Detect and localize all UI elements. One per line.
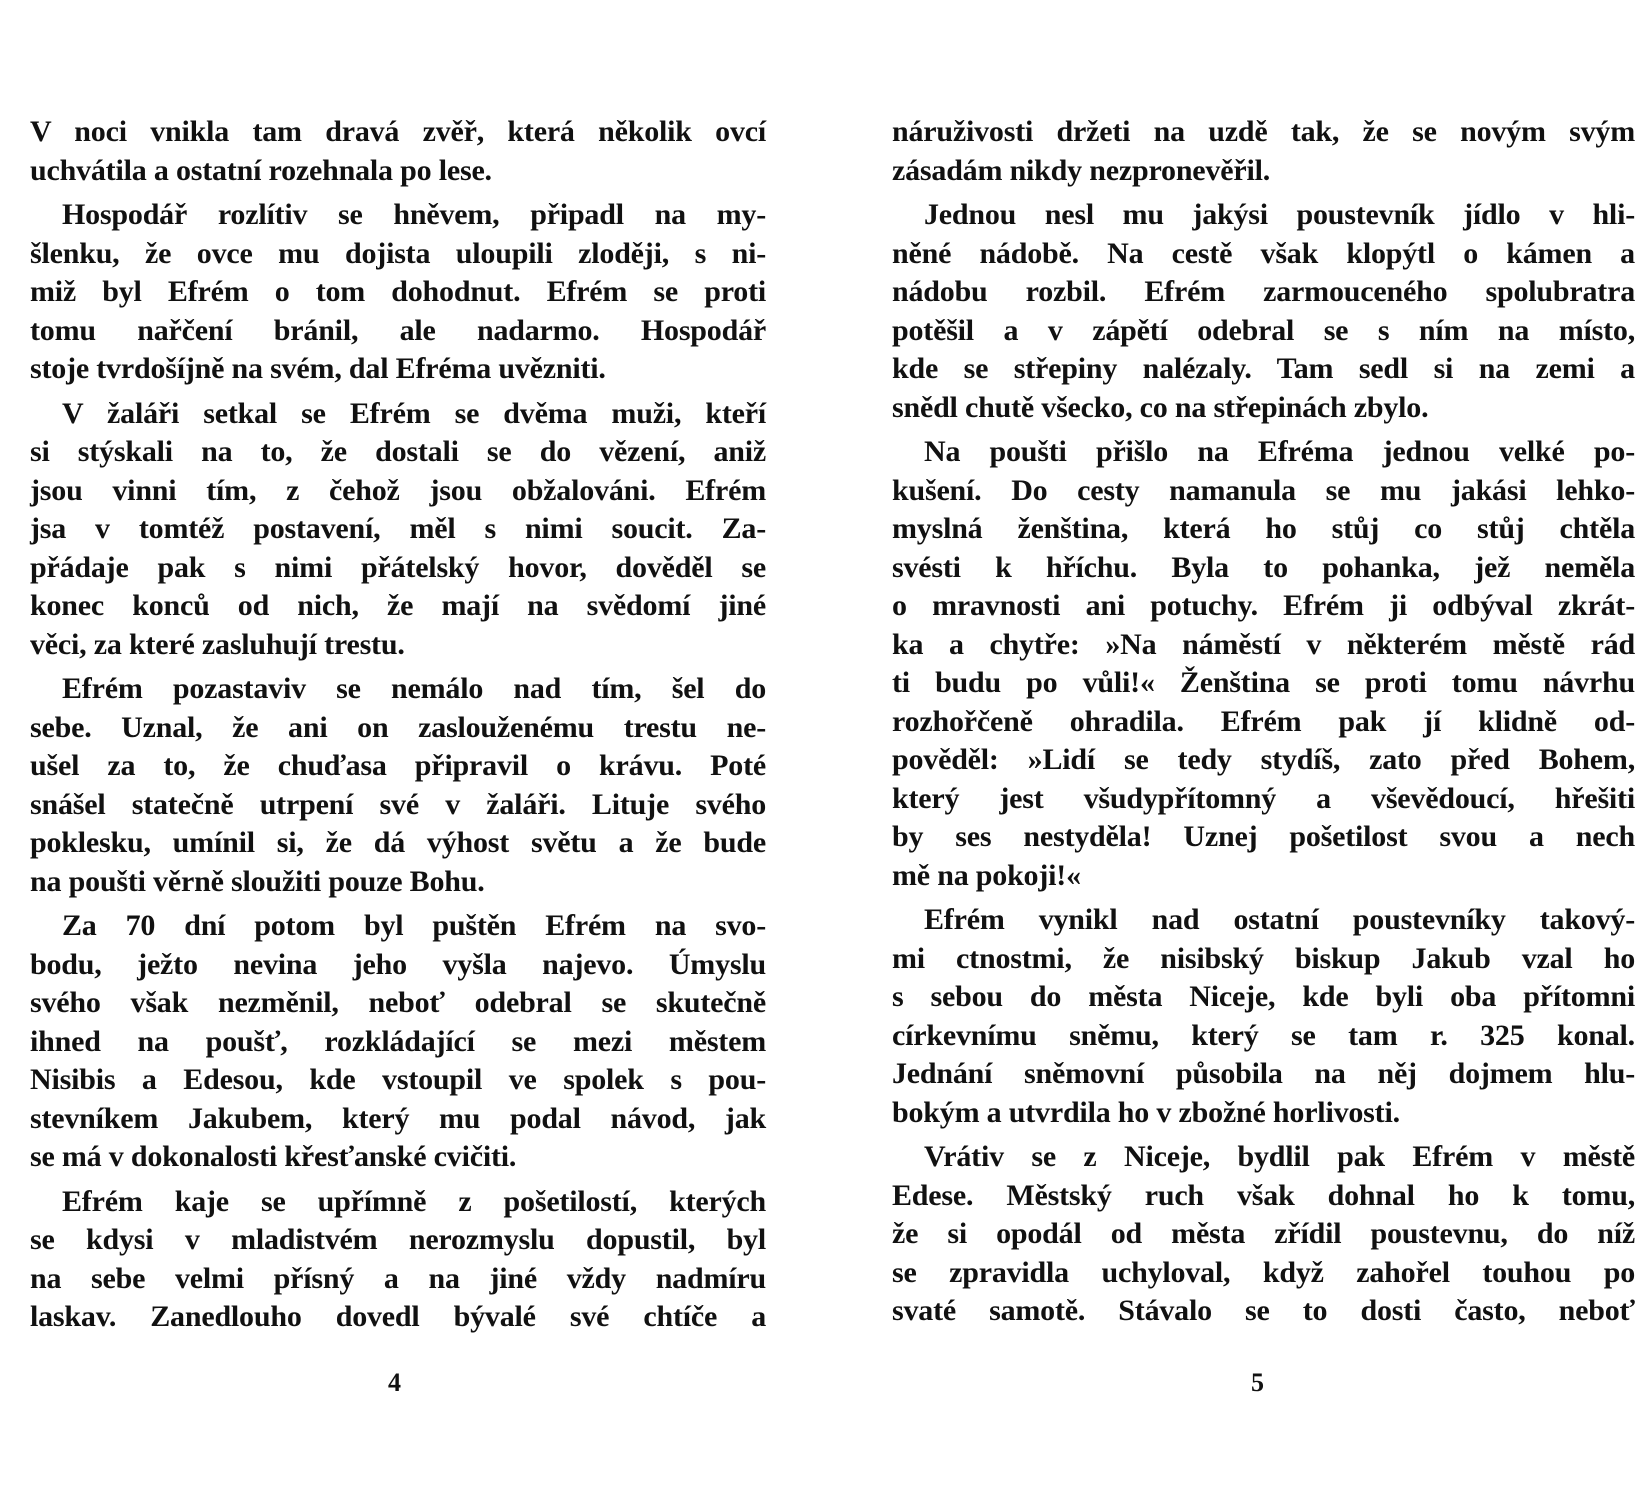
page-number-right: 5 — [1251, 1368, 1264, 1397]
text-line: V noci vnikla tam dravá zvěř, která několik ovcí — [30, 115, 766, 148]
text-line: že si opodál od města zřídil poustevnu, do níž — [892, 1217, 1635, 1250]
text-line: se zpravidla uchyloval, když zahořel touhou po — [892, 1255, 1635, 1289]
text-line: pověděl: »Lidí se tedy stydíš, zato před Bohem, — [892, 743, 1635, 776]
text-line: který jest všudypřítomný a vševědoucí, hřešiti — [892, 781, 1635, 815]
text-line: stevníkem Jakubem, který mu podal návod, jak — [30, 1101, 766, 1135]
paragraph — [30, 113, 766, 190]
text-line: svého však nezměnil, neboť odebral se skutečně — [30, 986, 766, 1019]
text-line: ušel za to, že chuďasa připravil o krávu. Poté — [30, 749, 766, 782]
paragraph — [892, 901, 1635, 1132]
text-line: o mravnosti ani potuchy. Efrém ji odbýval zkrát- — [892, 589, 1635, 622]
text-line: bokým a utvrdila ho v zbožné horlivosti. — [892, 1095, 1400, 1129]
text-line: Za 70 dní potom byl puštěn Efrém na svo- — [62, 909, 766, 942]
text-line: sebe. Uznal, že ani on zaslouženému trestu ne- — [30, 710, 766, 744]
text-line: tomu nařčení bránil, ale nadarmo. Hospodář — [30, 313, 766, 347]
paragraph — [30, 1183, 766, 1337]
text-line: náruživosti držeti na uzdě tak, že se novým svým — [892, 115, 1635, 148]
text-line: ka a chytře: »Na náměstí v některém městě rád — [892, 627, 1635, 661]
text-line: se kdysi v mladistvém nerozmyslu dopustil, byl — [30, 1223, 766, 1256]
text-line: Jednou nesl mu jakýsi poustevník jídlo v hli- — [924, 198, 1635, 231]
paragraph — [892, 433, 1635, 895]
page-number-left: 4 — [388, 1368, 401, 1397]
text-line: s sebou do města Niceje, kde byli oba přítomni — [892, 980, 1635, 1013]
text-line: Efrém kaje se upřímně z pošetilostí, kterých — [62, 1184, 766, 1218]
text-line: na poušti věrně sloužiti pouze Bohu. — [30, 864, 485, 898]
text-line: Vrátiv se z Niceje, bydlil pak Efrém v městě — [924, 1140, 1635, 1173]
text-line: stoje tvrdošíjně na svém, dal Efréma uvězniti. — [30, 352, 606, 385]
text-line: mi ctnostmi, že nisibský biskup Jakub vzal ho — [892, 941, 1635, 975]
text-line: by ses nestyděla! Uznej pošetilost svou a nech — [892, 820, 1635, 853]
text-line: snášel statečně utrpení své v žaláři. Lituje svého — [30, 787, 766, 821]
paragraph — [30, 196, 766, 389]
text-line: rozhořčeně ohradila. Efrém pak jí klidně od- — [892, 704, 1635, 738]
text-line: Edese. Městský ruch však dohnal ho k tomu, — [892, 1178, 1635, 1212]
text-line: jsa v tomtéž postavení, měl s nimi soucit. Za- — [30, 512, 766, 545]
text-line: kde se střepiny nalézaly. Tam sedl si na zemi a — [892, 352, 1635, 385]
text-line: se má v dokonalosti křesťanské cvičiti. — [30, 1140, 517, 1173]
text-line: laskav. Zanedlouho dovedl bývalé své chtíče a — [30, 1300, 766, 1333]
text-line: Efrém pozastaviv se nemálo nad tím, šel do — [62, 672, 766, 705]
text-line: přádaje pak s nimi přátelský hovor, dověděl se — [30, 550, 766, 584]
text-line: církevnímu sněmu, který se tam r. 325 konal. — [892, 1018, 1635, 1052]
text-line: konec konců od nich, že mají na svědomí jiné — [30, 589, 766, 622]
text-line: šlenku, že ovce mu dojista uloupili zloději, s ni- — [30, 236, 766, 270]
text-line: nádobu rozbil. Efrém zarmouceného spolubratra — [892, 275, 1635, 308]
text-line: snědl chutě všecko, co na střepinách zbylo. — [892, 390, 1429, 424]
text-line: ti budu po vůli!« Ženština se proti tomu návrhu — [892, 666, 1635, 699]
text-line: Efrém vynikl nad ostatní poustevníky takový- — [924, 903, 1635, 936]
text-line: ihned na poušť, rozkládající se mezi městem — [30, 1024, 766, 1058]
text-line: na sebe velmi přísný a na jiné vždy nadmíru — [30, 1261, 766, 1295]
left-page-text — [30, 113, 766, 1337]
text-line: zásadám nikdy nezpronevěřil. — [892, 153, 1271, 187]
text-line: bodu, ježto nevina jeho vyšla najevo. Úmyslu — [30, 947, 766, 981]
paragraph — [30, 670, 766, 901]
paragraph — [892, 1138, 1635, 1331]
text-line: něné nádobě. Na cestě však klopýtl o kámen a — [892, 236, 1635, 270]
text-line: miž byl Efrém o tom dohodnut. Efrém se proti — [30, 275, 766, 308]
text-line: jsou vinni tím, z čehož jsou obžalováni. Efrém — [30, 473, 766, 507]
text-line: kušení. Do cesty namanula se mu jakási lehko- — [892, 473, 1635, 507]
paragraph — [30, 395, 766, 665]
text-line: Hospodář rozlítiv se hněvem, připadl na my- — [62, 198, 766, 231]
text-line: si stýskali na to, že dostali se do vězení, aniž — [30, 435, 766, 468]
text-line: věci, za které zasluhují trestu. — [30, 627, 405, 661]
text-line: Jednání sněmovní působila na něj dojmem hlu- — [892, 1057, 1635, 1090]
text-line: V žaláři setkal se Efrém se dvěma muži, kteří — [62, 396, 766, 430]
text-line: svésti k hříchu. Byla to pohanka, jež neměla — [892, 550, 1635, 584]
text-line: potěšil a v zápětí odebral se s ním na místo, — [892, 313, 1635, 347]
text-line: mě na pokoji!« — [892, 858, 1081, 892]
text-line: poklesku, umínil si, že dá výhost světu a že bude — [30, 826, 766, 859]
text-line: Nisibis a Edesou, kde vstoupil ve spolek s pou- — [30, 1063, 766, 1096]
paragraph — [892, 113, 1635, 190]
paragraph — [892, 196, 1635, 427]
text-line: svaté samotě. Stávalo se to dosti často, neboť — [892, 1294, 1635, 1327]
right-page-text — [892, 113, 1635, 1331]
text-line: Na poušti přišlo na Efréma jednou velké po- — [924, 435, 1635, 468]
text-line: uchvátila a ostatní rozehnala po lese. — [30, 153, 492, 187]
paragraph — [30, 907, 766, 1177]
text-line: myslná ženština, která ho stůj co stůj chtěla — [892, 512, 1635, 545]
